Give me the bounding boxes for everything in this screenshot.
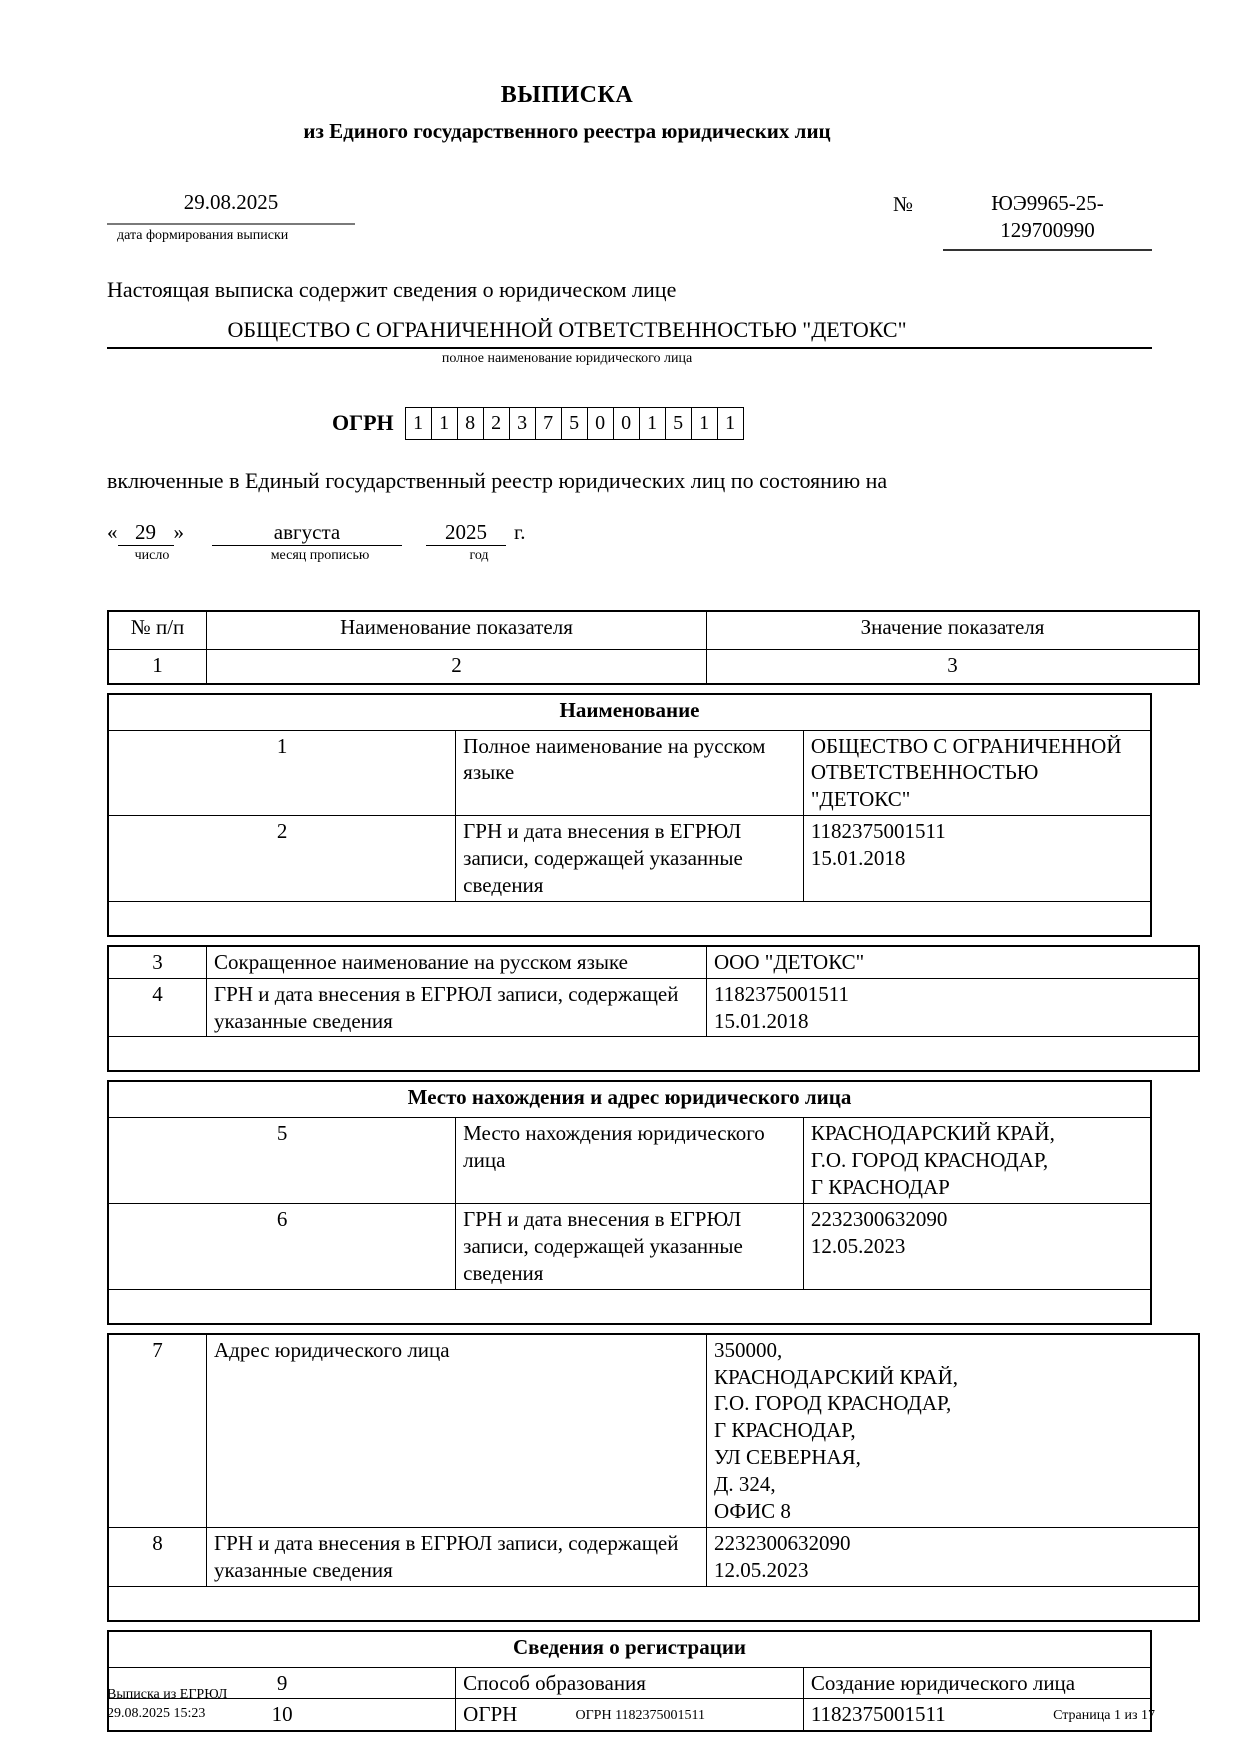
row-number-cell: 10 (108, 1699, 456, 1731)
indicator-value-cell: 2232300632090 12.05.2023 (803, 1204, 1151, 1290)
table-column-header: № п/п (108, 611, 207, 650)
indicator-value-cell: 1182375001511 15.01.2018 (707, 978, 1200, 1037)
footer-ogrn: ОГРН 1182375001511 (575, 1707, 706, 1723)
ogrn-digit-box: 1 (405, 407, 432, 440)
indicator-name-cell: Сокращенное наименование на русском языке (207, 946, 707, 978)
row-number-cell: 5 (108, 1118, 456, 1204)
indicator-value-cell: 350000, КРАСНОДАРСКИЙ КРАЙ, Г.О. ГОРОД КРАСНОДАР, Г КРАСНОДАР, УЛ СЕВЕРНАЯ, Д. 324, ОФИС 8 (707, 1334, 1200, 1528)
section-header-cell: Сведения о регистрации (108, 1631, 1151, 1668)
as-of-day: 29 (118, 520, 174, 546)
spacer-cell (108, 1586, 1199, 1621)
included-text: включенные в Единый государственный реестр юридических лиц по состоянию на (107, 467, 888, 493)
table-row (108, 946, 1199, 978)
indicator-name-cell: Место нахождения юридического лица (456, 1118, 804, 1204)
ogrn-digit-box: 0 (587, 407, 614, 440)
registry-table (107, 610, 1152, 1733)
document-title: ВЫПИСКА (500, 82, 634, 108)
section-header-cell: Место нахождения и адрес юридического лица (108, 1081, 1151, 1118)
as-of-year-suffix: г. (514, 519, 526, 544)
as-of-date-line (107, 520, 1152, 546)
row-number-cell: 2 (108, 816, 456, 902)
table-row (108, 816, 1151, 902)
registry-table-block (107, 693, 1152, 937)
page-footer (107, 1686, 1155, 1724)
table-row (108, 730, 1151, 816)
row-number-cell: 9 (108, 1667, 456, 1699)
indicator-name-cell: Способ образования (456, 1667, 804, 1699)
date-and-number-row (107, 190, 1152, 251)
row-number-cell: 4 (108, 978, 207, 1037)
row-number-cell: 1 (108, 730, 456, 816)
indicator-value-cell: КРАСНОДАРСКИЙ КРАЙ, Г.О. ГОРОД КРАСНОДАР, Г КРАСНОДАР (803, 1118, 1151, 1204)
number-sign: № (892, 192, 913, 216)
month-caption: месяц прописью (270, 547, 370, 563)
registry-table-block (107, 610, 1200, 685)
spacer-cell (108, 1289, 1151, 1324)
column-number-cell: 3 (707, 649, 1200, 684)
ogrn-digit-box: 2 (483, 407, 510, 440)
registry-table-block (107, 1333, 1200, 1622)
indicator-value-cell: Создание юридического лица (803, 1667, 1151, 1699)
ogrn-row (332, 407, 1152, 440)
document-subtitle: из Единого государственного реестра юридических лиц (303, 119, 831, 143)
indicator-name-cell: ГРН и дата внесения в ЕГРЮЛ записи, содержащей указанные сведения (207, 1527, 707, 1586)
close-quote: » (173, 519, 184, 544)
indicator-name-cell: ОГРН (456, 1699, 804, 1731)
table-row (108, 1204, 1151, 1290)
formation-date-caption: дата формирования выписки (117, 228, 289, 243)
as-of-month: августа (212, 520, 402, 546)
row-number-cell: 7 (108, 1334, 207, 1528)
year-caption: год (469, 547, 489, 563)
ogrn-digit-box: 8 (457, 407, 484, 440)
row-number-cell: 8 (108, 1527, 207, 1586)
ogrn-digit-box: 7 (535, 407, 562, 440)
formation-date-block (107, 190, 355, 244)
footer-left (107, 1686, 227, 1724)
table-column-header: Значение показателя (707, 611, 1200, 650)
indicator-name-cell: Полное наименование на русском языке (456, 730, 804, 816)
day-caption: число (134, 547, 170, 563)
document-number (943, 190, 1152, 251)
table-row (108, 1118, 1151, 1204)
indicator-name-cell: ГРН и дата внесения в ЕГРЮЛ записи, содержащей указанные сведения (456, 1204, 804, 1290)
ogrn-digit-box: 1 (717, 407, 744, 440)
column-number-cell: 1 (108, 649, 207, 684)
footer-page-number: Страница 1 из 17 (1053, 1707, 1155, 1723)
as-of-captions (107, 548, 1152, 564)
indicator-value-cell: 1182375001511 15.01.2018 (803, 816, 1151, 902)
as-of-year: 2025 (426, 520, 506, 546)
spacer-cell (108, 1037, 1199, 1072)
footer-doc-type: Выписка из ЕГРЮЛ (107, 1687, 228, 1702)
ogrn-digit-box: 3 (509, 407, 536, 440)
indicator-value-cell: 2232300632090 12.05.2023 (707, 1527, 1200, 1586)
indicator-name-cell: ГРН и дата внесения в ЕГРЮЛ записи, содержащей указанные сведения (207, 978, 707, 1037)
table-row (108, 1527, 1199, 1586)
registry-table-block (107, 1080, 1152, 1324)
indicator-value-cell: ООО "ДЕТОКС" (707, 946, 1200, 978)
ogrn-digit-box: 5 (561, 407, 588, 440)
registry-table-block (107, 945, 1200, 1073)
document-number-line1: ЮЭ9965-25- (991, 191, 1104, 215)
ogrn-digit-box: 0 (613, 407, 640, 440)
ogrn-digit-box: 5 (665, 407, 692, 440)
table-row (108, 978, 1199, 1037)
table-column-header: Наименование показателя (207, 611, 707, 650)
document-number-block (893, 190, 1152, 251)
open-quote: « (107, 519, 118, 544)
company-name: ОБЩЕСТВО С ОГРАНИЧЕННОЙ ОТВЕТСТВЕННОСТЬЮ "ДЕТОКС" (227, 316, 907, 342)
table-row (108, 1334, 1199, 1528)
spacer-cell (108, 901, 1151, 936)
intro-text: Настоящая выписка содержит сведения о юридическом лице (107, 276, 677, 302)
footer-datetime: 29.08.2025 15:23 (107, 1705, 206, 1721)
ogrn-digit-box: 1 (691, 407, 718, 440)
company-name-caption: полное наименование юридического лица (441, 350, 693, 366)
row-number-cell: 3 (108, 946, 207, 978)
column-number-cell: 2 (207, 649, 707, 684)
row-number-cell: 6 (108, 1204, 456, 1290)
indicator-value-cell: ОБЩЕСТВО С ОГРАНИЧЕННОЙ ОТВЕТСТВЕННОСТЬЮ "ДЕТОКС" (803, 730, 1151, 816)
document-number-line2: 129700990 (1000, 218, 1095, 243)
ogrn-digit-boxes (406, 407, 744, 440)
document-content (107, 0, 1152, 1740)
formation-date: 29.08.2025 (107, 190, 355, 225)
ogrn-digit-box: 1 (431, 407, 458, 440)
indicator-name-cell: Адрес юридического лица (207, 1334, 707, 1528)
section-header-cell: Наименование (108, 694, 1151, 731)
ogrn-label: ОГРН (332, 410, 394, 436)
indicator-name-cell: ГРН и дата внесения в ЕГРЮЛ записи, содержащей указанные сведения (456, 816, 804, 902)
ogrn-digit-box: 1 (639, 407, 666, 440)
company-name-block (107, 317, 1152, 349)
indicator-value-cell: 1182375001511 (803, 1699, 1151, 1731)
